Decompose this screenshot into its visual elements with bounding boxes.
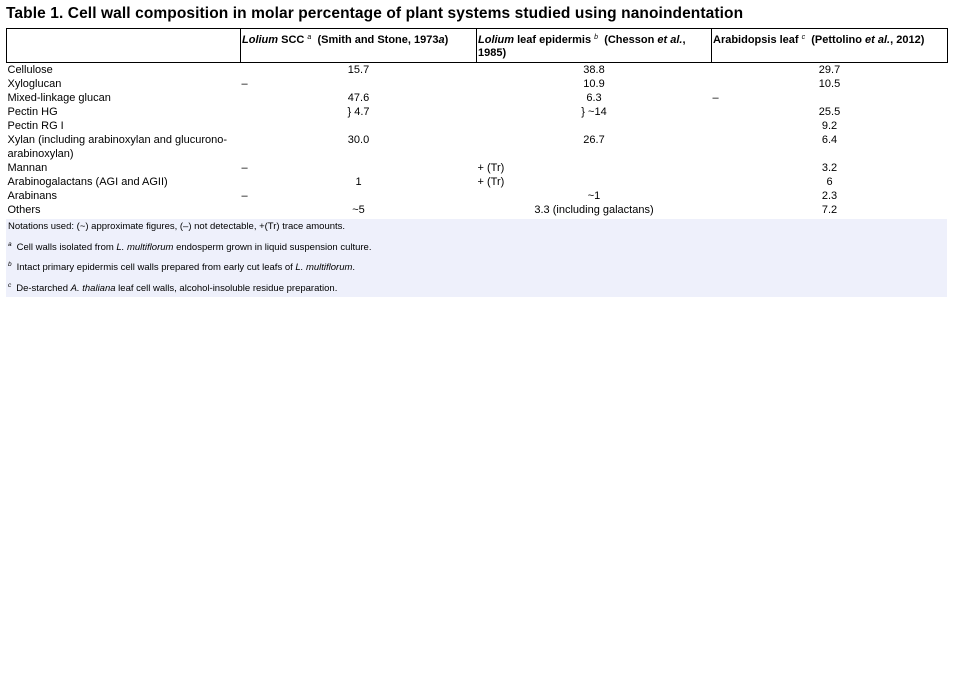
value-lolium-epidermis: 6.3: [586, 92, 602, 104]
table-notes: [6, 219, 947, 297]
value-lolium-scc: } 4.7: [347, 106, 370, 118]
value-lolium-scc: –: [241, 78, 248, 90]
value-lolium-scc: –: [241, 162, 248, 174]
row-label: Others: [7, 204, 41, 216]
value-arabidopsis-leaf: 7.2: [821, 204, 838, 216]
value-lolium-scc: 47.6: [347, 92, 370, 104]
header-text: leaf epidermis: [514, 34, 592, 46]
header-footnote-mark: c: [801, 34, 806, 41]
value-arabidopsis-leaf: 25.5: [818, 106, 841, 118]
note-text-end: .: [352, 262, 356, 273]
table-title: Table 1. Cell wall composition in molar percentage of plant systems studied using nanoindentation: [6, 5, 744, 22]
value-lolium-epidermis: } ~14: [581, 106, 607, 118]
value-arabidopsis-leaf: –: [712, 92, 719, 104]
header-ref: (Pettolino: [811, 34, 866, 46]
row-label: Xylan (including arabinoxylan and glucurono-arabinoxylan): [7, 134, 228, 160]
note-italic: L. multiflorum: [116, 242, 174, 253]
table-row: [7, 203, 948, 217]
header-ref: (Chesson: [604, 34, 658, 46]
note-text-end: leaf cell walls, alcohol-insoluble residue preparation.: [115, 283, 338, 294]
value-lolium-epidermis: + (Tr): [477, 162, 505, 174]
value-arabidopsis-leaf: 6.4: [821, 134, 838, 146]
value-arabidopsis-leaf: 2.3: [821, 190, 838, 202]
note-b: [8, 261, 355, 273]
note-mark: b: [8, 261, 12, 268]
row-label: Xyloglucan: [7, 78, 62, 90]
table-row: [7, 77, 948, 91]
header-ref-end: ): [444, 34, 449, 46]
header-lolium-scc: [241, 29, 477, 63]
composition-table: [6, 28, 948, 217]
value-lolium-epidermis: 26.7: [583, 134, 605, 146]
table-row: [7, 119, 948, 133]
header-ref: (Smith and Stone, 1973: [317, 34, 439, 46]
row-label: Cellulose: [7, 64, 53, 76]
row-label: Pectin HG: [7, 106, 58, 118]
header-ref-italic: et al.: [657, 34, 683, 46]
note-mark: c: [8, 282, 12, 289]
header-arabidopsis-leaf: [712, 29, 948, 63]
table-row: [7, 175, 948, 189]
header-footnote-mark: b: [594, 34, 599, 41]
header-text: Arabidopsis leaf: [713, 34, 799, 46]
table-header-row: [7, 29, 948, 63]
note-italic: A. thaliana: [70, 283, 116, 294]
value-lolium-epidermis: ~1: [587, 190, 601, 202]
value-lolium-scc: 1: [355, 176, 362, 188]
header-italic: Lolium: [478, 34, 515, 46]
value-lolium-epidermis: + (Tr): [477, 176, 505, 188]
header-ref-end: , 1985): [478, 34, 686, 59]
value-arabidopsis-leaf: 29.7: [818, 64, 841, 76]
value-arabidopsis-leaf: 3.2: [821, 162, 838, 174]
header-text: SCC: [278, 34, 305, 46]
note-a: [8, 241, 371, 253]
note-text: Intact primary epidermis cell walls prepared from early cut leafs of: [16, 262, 296, 273]
value-arabidopsis-leaf: 6: [826, 176, 833, 188]
header-footnote-mark: a: [307, 34, 312, 41]
note-text: De-starched: [16, 283, 71, 294]
value-lolium-scc: 30.0: [347, 134, 370, 146]
note-text-end: endosperm grown in liquid suspension culture.: [173, 242, 372, 253]
header-ref-italic: et al.: [865, 34, 891, 46]
table-row: [7, 91, 948, 105]
value-lolium-scc: ~5: [352, 204, 365, 216]
value-arabidopsis-leaf: 9.2: [821, 120, 838, 132]
note-mark: a: [8, 241, 12, 248]
table-row: [7, 133, 948, 161]
value-lolium-scc: 15.7: [347, 64, 370, 76]
note-text: Cell walls isolated from: [16, 242, 117, 253]
row-label: Pectin RG I: [7, 120, 64, 132]
header-italic: Lolium: [242, 34, 279, 46]
row-label: Mixed-linkage glucan: [7, 92, 111, 104]
header-ref-italic: a: [438, 34, 445, 46]
note-italic: L. multiflorum: [295, 262, 353, 273]
value-lolium-epidermis: 10.9: [583, 78, 605, 90]
header-empty-cell: [7, 29, 241, 63]
value-arabidopsis-leaf: 10.5: [818, 78, 841, 90]
value-lolium-scc: [241, 119, 477, 133]
table-row: [7, 63, 948, 78]
row-label: Mannan: [7, 162, 48, 174]
header-lolium-epidermis: [477, 29, 712, 63]
row-label: Arabinogalactans (AGI and AGII): [7, 176, 168, 188]
value-lolium-scc: –: [241, 190, 248, 202]
row-label: Arabinans: [7, 190, 58, 202]
value-lolium-epidermis: 38.8: [583, 64, 605, 76]
table-body: [7, 63, 948, 218]
table-row: [7, 105, 948, 119]
value-lolium-epidermis: 3.3 (including galactans): [534, 204, 654, 216]
table-row: [7, 161, 948, 175]
note-c: [8, 282, 337, 294]
value-lolium-epidermis: [477, 119, 712, 133]
header-ref-end: , 2012): [890, 34, 925, 46]
table-row: [7, 189, 948, 203]
note-general: Notations used: (~) approximate figures, (–) not detectable, +(Tr) trace amounts.: [8, 221, 346, 232]
